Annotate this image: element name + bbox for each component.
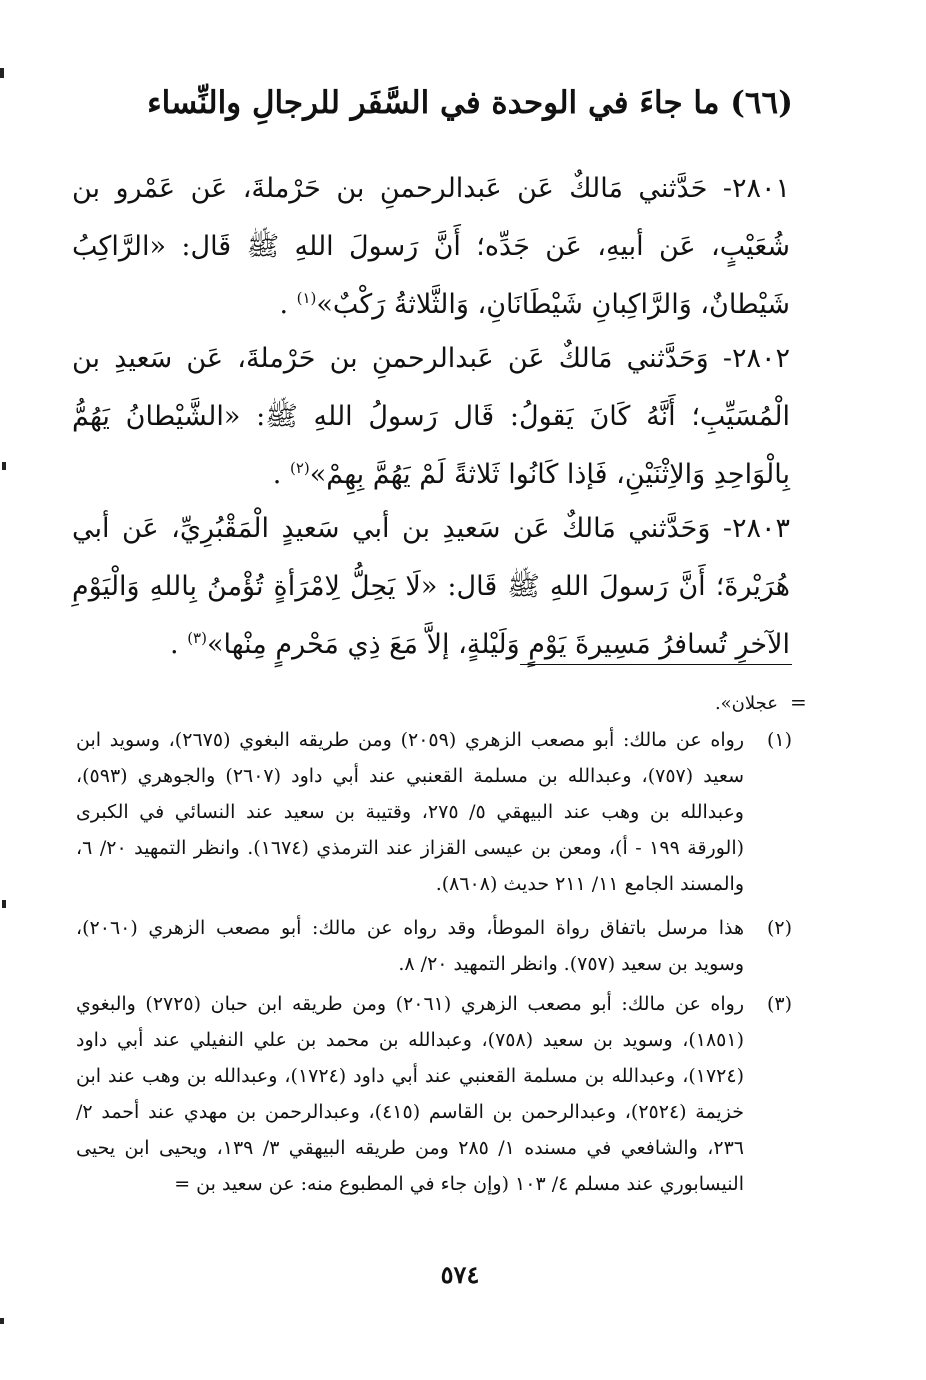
hadith-text: وَحَدَّثني مَالكٌ عَن سَعيدِ بن أبي سَعيدٍ الْمَقْبُرِيِّ، عَن أبي هُرَيْرةَ؛ أَنَّ رَسولَ اللهِ ﷺ قَال: «لَا يَحِلُّ لِامْرَأةٍ تُؤْمنُ بِاللهِ وَالْيَوْمِ الآخرِ تُسافرُ مَسِيرةَ يَوْمٍ وَلَيْلةٍ، إلاَّ مَعَ ذِي مَحْرمٍ مِنْها» — [72, 513, 790, 660]
scan-edge-mark — [0, 68, 4, 78]
footnote-ref[interactable]: (٣) — [187, 629, 207, 647]
scan-edge-mark — [2, 900, 6, 908]
footnote-text: رواه عن مالك: أبو مصعب الزهري (٢٠٥٩) ومن طريقه البغوي (٢٦٧٥)، وسويد ابن سعيد (٧٥٧)، وعبدالله بن مسلمة القعنبي عند أبي داود (٢٦٠٧) والجوهري (٥٩٣)، وعبدالله بن وهب عند البيهقي ٥/ ٢٧٥، وقتيبة بن سعيد عند النسائي في الكبرى (الورقة ١٩٩ - أ)، ومعن بن عيسى القزاز عند الترمذي (١٦٧٤). وانظر التمهيد ٢٠/ ٦، والمسند الجامع ١١/ ٢١١ حديث (٨٦٠٨). — [76, 729, 745, 895]
footnote-1 — [76, 722, 792, 902]
scan-edge-mark — [0, 1318, 4, 1324]
hadith-2801 — [72, 160, 790, 334]
hadith-number: ٢٨٠٢- — [722, 343, 790, 374]
continuation-marker: = — [790, 690, 807, 714]
hadith-2803 — [72, 500, 790, 674]
hadith-text: وَحَدَّثني مَالكٌ عَن عَبدالرحمنِ بن حَرْملةَ، عَن سَعيدِ بن الْمُسَيِّبِ؛ أَنَّهُ كَانَ يَقولُ: قَال رَسولُ اللهِ ﷺ: «الشَّيْطانُ يَهُمُّ بِالْوَاحِدِ وَالاِثْنَيْنِ، فَإذا كَانُوا ثَلاثةً لَمْ يَهُمَّ بِهِمْ» — [72, 343, 790, 490]
hadith-end: . — [272, 459, 290, 490]
footnote-separator — [520, 664, 792, 665]
footnote-continuation: عجلان». — [714, 693, 778, 714]
footnote-3 — [76, 986, 792, 1202]
hadith-number: ٢٨٠٣- — [722, 513, 790, 544]
hadith-end: . — [170, 629, 188, 660]
footnote-ref[interactable]: (٢) — [289, 459, 310, 477]
footnote-number: (١) — [766, 729, 792, 751]
hadith-number: ٢٨٠١- — [722, 173, 790, 204]
footnote-ref[interactable]: (١) — [296, 289, 317, 307]
footnote-number: (٣) — [766, 993, 792, 1015]
footnote-text: هذا مرسل باتفاق رواة الموطأ، وقد رواه عن مالك: أبو مصعب الزهري (٢٠٦٠)، وسويد بن سعيد (٧٥٧). وانظر التمهيد ٢٠/ ٨. — [76, 917, 744, 975]
chapter-title: (٦٦) ما جاءَ في الوحدة في السَّفَر للرجالِ والنِّساء — [147, 85, 793, 121]
scan-edge-mark — [2, 462, 6, 470]
footnote-text: رواه عن مالك: أبو مصعب الزهري (٢٠٦١) ومن طريقه ابن حبان (٢٧٢٥) والبغوي (١٨٥١)، وسويد بن سعيد (٧٥٨)، وعبدالله بن محمد بن علي النفيلي عند أبي داود (١٧٢٤)، وعبدالله بن مسلمة القعنبي عند أبي داود (١٧٢٤)، وعبدالله بن وهب عند ابن خزيمة (٢٥٢٤)، وعبدالرحمن بن القاسم (٤١٥)، وعبدالرحمن بن مهدي عند أحمد ٢/ ٢٣٦، والشافعي في مسنده ١/ ٢٨٥ ومن طريقه البيهقي ٣/ ١٣٩، ويحيى ابن يحيى النيسابوري عند مسلم ٤/ ١٠٣ (وإن جاء في المطبوع منه: عن سعيد بن = — [76, 993, 745, 1195]
footnote-number: (٢) — [766, 917, 792, 939]
hadith-end: . — [279, 289, 297, 320]
footnote-2 — [76, 910, 792, 982]
hadith-text: حَدَّثني مَالكٌ عَن عَبدالرحمنِ بن حَرْملةَ، عَن عَمْرو بن شُعَيْبٍ، عَن أبيهِ، عَن جَدِّه؛ أَنَّ رَسولَ اللهِ ﷺ قَال: «الرَّاكِبُ شَيْطانٌ، وَالرَّاكِبانِ شَيْطَانَانِ، وَالثَّلاثةُ رَكْبٌ» — [72, 173, 790, 320]
hadith-2802 — [72, 330, 790, 504]
page-number: ٥٧٤ — [440, 1260, 480, 1289]
